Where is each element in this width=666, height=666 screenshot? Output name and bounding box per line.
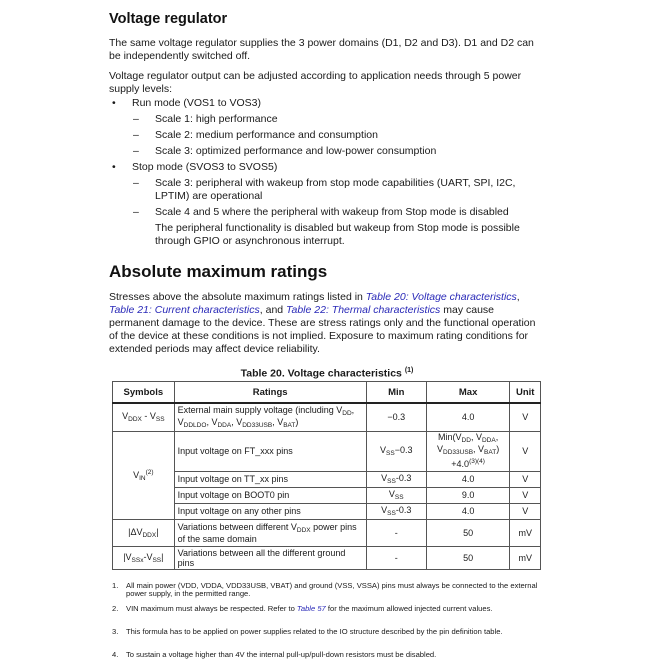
link-table-20[interactable]: Table 20: Voltage characteristics bbox=[365, 291, 517, 303]
bullet-icon: • bbox=[112, 97, 116, 109]
table-row: Input voltage on BOOT0 pin $V_{SS}$ 9.0 V bbox=[113, 487, 541, 503]
table-row: $|\Delta V_{DDX}|$ Variations between different $V_{DDX}$ power pins of the same domain - 50 mV bbox=[113, 519, 541, 546]
link-table-21[interactable]: Table 21: Current characteristics bbox=[109, 304, 260, 316]
dash-icon: – bbox=[133, 145, 139, 157]
table-row: $V_{DDX} - V_{SS}$ External main supply voltage (including $V_{DD}$, $V_{DDLDO}$, $V_{DDA}$, $V_{DD33USB}$, $V_{BAT}$) −0.3 4.0 V bbox=[113, 403, 541, 431]
voltage-characteristics-table bbox=[112, 381, 541, 570]
table-row: $V_{IN}^{(2)}$ Input voltage on FT_xxx pins $V_{SS}-0.3$ $Min(V_{DD}$, $V_{DDA}$, $V_{DD33USB}$, $V_{BAT}$) $+4.0^{(3)(4)}$ V bbox=[113, 431, 541, 471]
table-header-row: Symbols Ratings Min Max Unit bbox=[113, 382, 541, 404]
bullet-icon: • bbox=[112, 161, 116, 173]
dash-icon: – bbox=[133, 129, 139, 141]
table-row: $|V_{SSx}-V_{SS}|$ Variations between all the different ground pins - 50 mV bbox=[113, 546, 541, 569]
paragraph-intro: Stresses above the absolute maximum ratings listed in Table 20: Voltage characteristics, Table 21: Current characteristics, and Table 22: Thermal characteristics may cause permanent damage to the device. These are stress ratings only and the functional operation of the device at these conditions is not implied. Exposure to maximum rating conditions for extended periods may affect device reliability. bbox=[109, 291, 536, 355]
table-caption: Table 20. Voltage characteristics $^{(1)}$ bbox=[240, 367, 414, 380]
rating-cell: External main supply voltage (including $V_{DD}$, $V_{DDLDO}$, $V_{DDA}$, $V_{DD33USB}$, $V_{BAT}$) bbox=[174, 403, 366, 431]
section-title-absolute-maximum-ratings: Absolute maximum ratings bbox=[109, 262, 328, 281]
dash-icon: – bbox=[133, 113, 139, 125]
symbol-cell: $V_{DDX} - V_{SS}$ bbox=[113, 403, 175, 431]
dash-icon: – bbox=[133, 177, 139, 189]
symbol-cell: $V_{IN}^{(2)}$ bbox=[113, 431, 175, 519]
link-table-57[interactable]: Table 57 bbox=[296, 604, 326, 613]
dash-icon: – bbox=[133, 206, 139, 218]
table-row: Input voltage on TT_xx pins $V_{SS}-0.3$ 4.0 V bbox=[113, 471, 541, 487]
link-table-22[interactable]: Table 22: Thermal characteristics bbox=[286, 304, 441, 316]
table-row: Input voltage on any other pins $V_{SS}-0.3$ 4.0 V bbox=[113, 503, 541, 519]
paragraph: Voltage regulator output can be adjusted according to application needs through 5 power supply levels: bbox=[109, 70, 522, 95]
paragraph: The same voltage regulator supplies the 3 power domains (D1, D2 and D3). D1 and D2 can be independently switched off. bbox=[109, 37, 534, 62]
section-title-voltage-regulator: Voltage regulator bbox=[109, 11, 228, 27]
